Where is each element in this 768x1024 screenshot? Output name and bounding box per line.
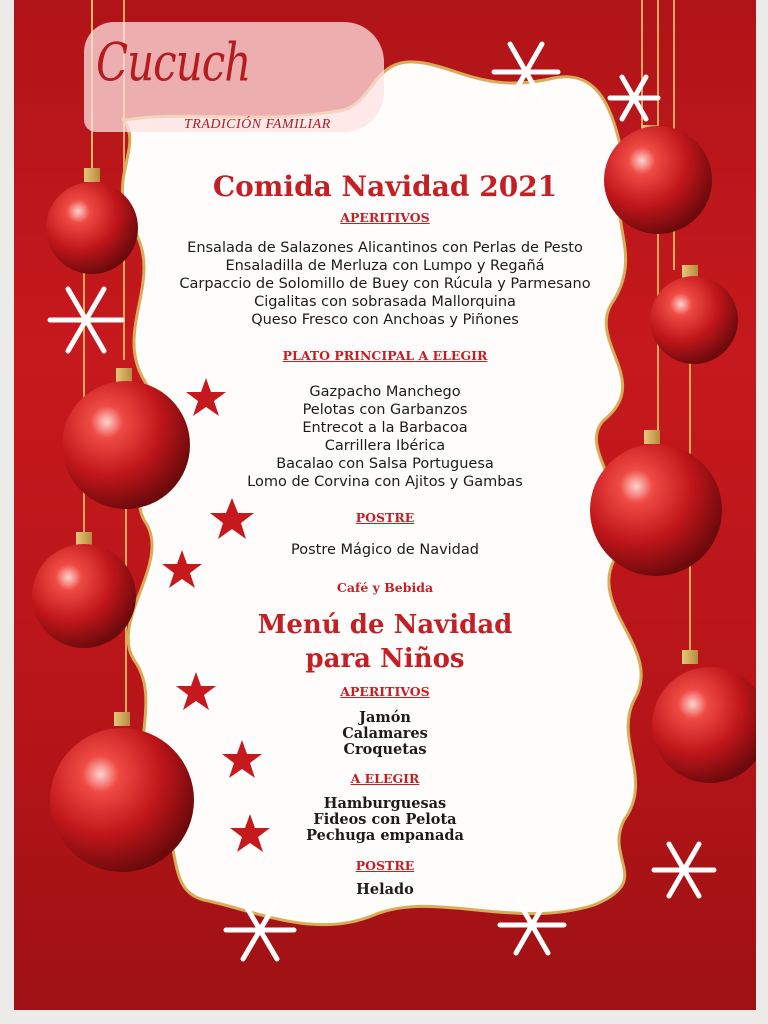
section-heading-postre: POSTRE [355,510,415,525]
kids-menu-item: Pechuga empanada [306,827,464,844]
menu-item: Pelotas con Garbanzos [302,402,468,418]
kids-menu-item: Calamares [342,725,428,742]
menu-title: Comida Navidad 2021 [212,170,558,203]
kids-section-heading-a-elegir: A ELEGIR [350,771,420,786]
kids-menu-item: Hamburguesas [323,795,447,812]
menu-item: Carrillera Ibérica [324,438,446,454]
menu-item: Carpaccio de Solomillo de Buey con Rúcula y Parmesano [179,276,591,292]
section-heading-plato-principal: PLATO PRINCIPAL A ELEGIR [282,348,488,363]
menu-item: Ensalada de Salazones Alicantinos con Perlas de Pesto [187,240,583,256]
menu-item: Bacalao con Salsa Portuguesa [276,456,494,472]
section-heading-aperitivos: APERITIVOS [340,210,430,225]
section-heading-cafe: Café y Bebida [336,580,434,595]
kids-section-heading-aperitivos: APERITIVOS [340,684,430,699]
kids-menu-title-line2: para Niños [305,644,465,674]
menu-item: Queso Fresco con Anchoas y Piñones [251,312,519,328]
menu-item: Cigalitas con sobrasada Mallorquina [254,294,516,310]
menu-item: Entrecot a la Barbacoa [302,420,468,436]
menu-item: Gazpacho Manchego [309,384,461,400]
kids-menu-item: Helado [356,881,414,898]
menu-item: Lomo de Corvina con Ajitos y Gambas [247,474,523,490]
kids-menu-item: Croquetas [343,741,427,758]
menu-sheet [14,0,756,1010]
menu-item: Postre Mágico de Navidad [291,542,479,558]
logo: Cucuch [96,31,251,94]
kids-menu-item: Fideos con Pelota [313,811,457,828]
kids-section-heading-postre: POSTRE [355,858,415,873]
kids-menu-title-line1: Menú de Navidad [257,610,513,640]
logo-tagline: TRADICIÓN FAMILIAR [184,117,331,132]
kids-menu-item: Jamón [359,709,411,726]
menu-item: Ensaladilla de Merluza con Lumpo y Regañá [225,258,545,274]
